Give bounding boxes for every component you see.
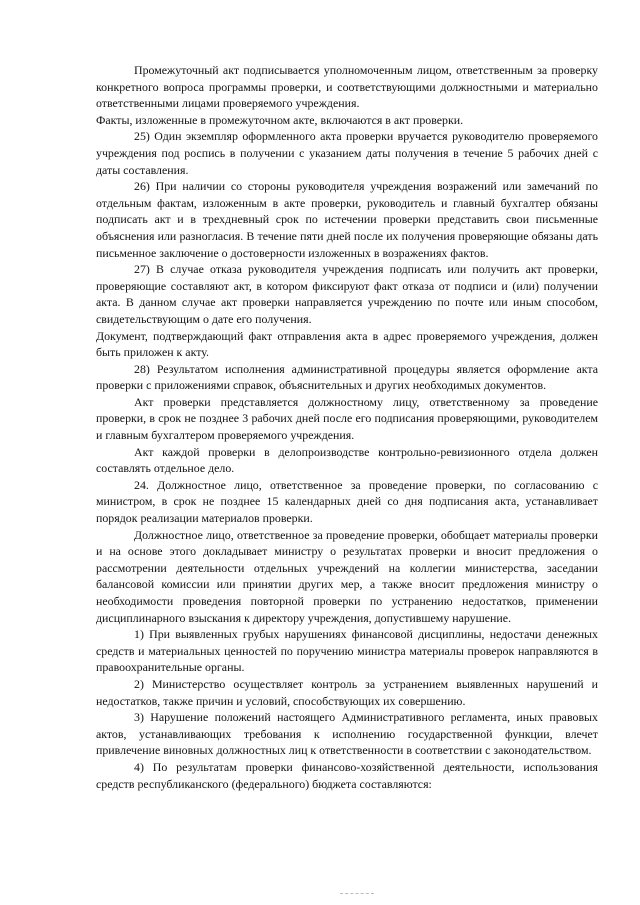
paragraph-point-2: 2) Министерство осуществляет контроль за устранением выявленных нарушений и недостатков, также причин и условий, способствующих их совершению.: [96, 676, 598, 708]
paragraph-interim-act: Промежуточный акт подписывается уполномоченным лицом, ответственным за проверку конкретного вопроса программы проверки, и соответствующими должностными и материально ответственными лицами проверяемого учреждения.: [96, 63, 598, 111]
paragraph-act-submission: Акт проверки представляется должностному лицу, ответственному за проведение проверки, в срок не позднее 3 рабочих дней после его подписания проверяющими, руководителем и главным бухгалтером проверяемого учреждения.: [96, 394, 598, 443]
paragraph-item-24: 24. Должностное лицо, ответственное за проведение проверки, по согласованию с министром, в срок не позднее 15 календарных дней со дня подписания акта, устанавливает порядок реализации материалов проверки.: [96, 477, 598, 526]
paragraph-item-27: 27) В случае отказа руководителя учреждения подписать или получить акт проверки, проверяющие составляют акт, в котором фиксируют факт отказа от подписи и (или) получении акта. В данном случае акт проверки направляется учреждению по почте или иным способом, свидетельствующим о дате его получения.: [96, 262, 598, 326]
paragraph-sending-document: Документ, подтверждающий факт отправления акта в адрес проверяемого учреждения, должен быть приложен к акту.: [96, 328, 598, 360]
document-body: [96, 62, 598, 792]
paragraph-item-26: 26) При наличии со стороны руководителя учреждения возражений или замечаний по отдельным фактам, изложенным в акте проверки, руководитель и главный бухгалтер обязаны подписать акт и в трехдневный срок по истечении проверки представить свои письменные объяснения или разногласия. В течение пяти дней после их получения проверяющие обязаны дать письменное заключение о достоверности изложенных в возражениях фактов.: [96, 179, 598, 260]
scan-mark: [340, 893, 374, 894]
paragraph-point-1: 1) При выявленных грубых нарушениях финансовой дисциплины, недостачи денежных средств и материальных ценностей по поручению министра материалы проверок направляются в правоохранительные органы.: [96, 627, 598, 675]
paragraph-item-28: 28) Результатом исполнения административной процедуры является оформление акта проверки с приложениями справок, объяснительных и других необходимых документов.: [96, 361, 598, 393]
paragraph-facts: Факты, изложенные в промежуточном акте, включаются в акт проверки.: [96, 112, 464, 127]
paragraph-act-records: Акт каждой проверки в делопроизводстве контрольно-ревизионного отдела должен составлять отдельное дело.: [96, 444, 598, 476]
paragraph-point-3: 3) Нарушение положений настоящего Административного регламента, иных правовых актов, устанавливающих требования к исполнению государственной функции, влечет привлечение виновных должностных лиц к ответственности в соответствии с законодательством.: [96, 710, 598, 758]
paragraph-point-4: 4) По результатам проверки финансово-хозяйственной деятельности, использования средств республиканского (федерального) бюджета составляются:: [96, 759, 598, 791]
paragraph-summary: Должностное лицо, ответственное за проведение проверки, обобщает материалы проверки и на основе этого докладывает министру о результатах проверки и вносит предложения о рассмотрении деятельности отдельных учреждений на коллегии министерства, заседании балансовой комиссии или принятии других мер, а также вносит предложения министру о необходимости проведения повторной проверки по устранению недостатков, применении дисциплинарного взыскания к директору учреждения, допустившему нарушение.: [96, 527, 598, 625]
paragraph-item-25: 25) Один экземпляр оформленного акта проверки вручается руководителю проверяемого учреждения под роспись в получении с указанием даты получения в течение 5 рабочих дней с даты составления.: [96, 129, 598, 177]
